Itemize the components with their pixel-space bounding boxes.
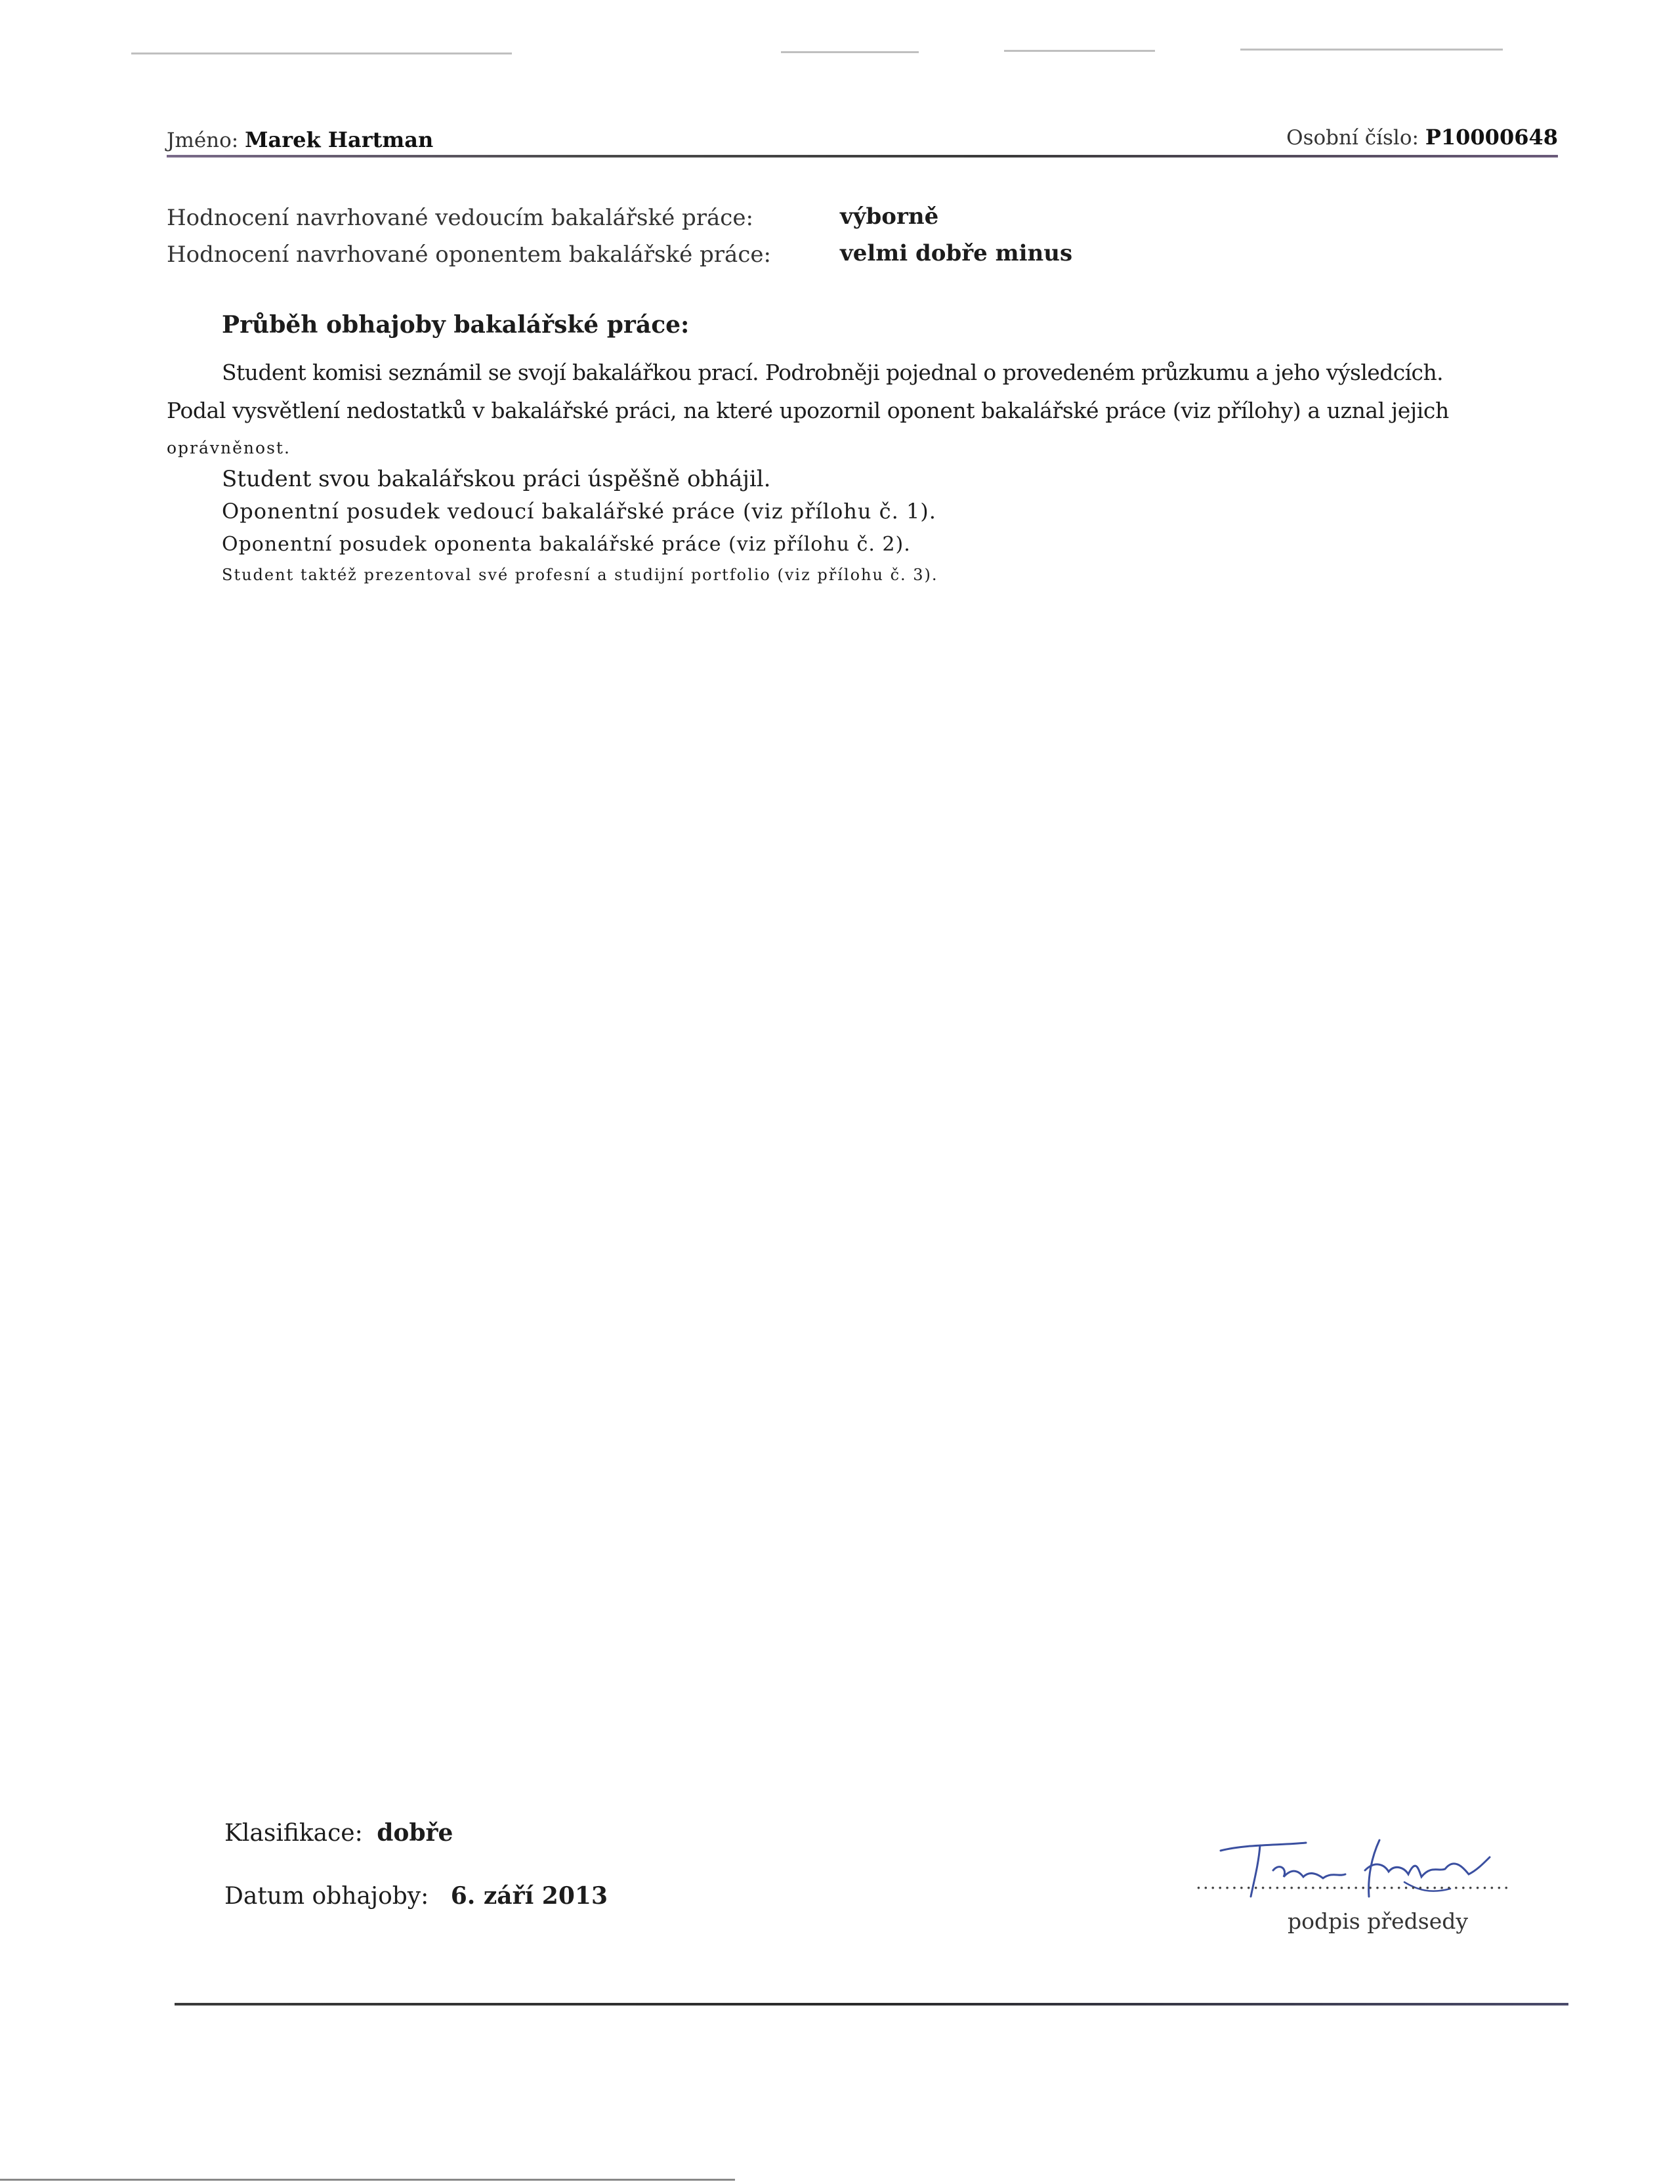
signature-caption: podpis předsedy — [1288, 1908, 1469, 1934]
scan-artifact-line — [781, 51, 919, 53]
classification-label: Klasifikace: — [224, 1820, 363, 1847]
defense-date-label: Datum obhajoby: — [224, 1883, 429, 1910]
defense-text-line: Oponentní posudek oponenta bakalářské práce (viz přílohu č. 2). — [222, 533, 911, 556]
defense-date-value: 6. září 2013 — [450, 1882, 608, 1910]
defense-text-line: oprávněnost. — [167, 438, 291, 457]
defense-text-line: Oponentní posudek vedoucí bakalářské práce (viz přílohu č. 1). — [222, 499, 936, 524]
name-field — [167, 127, 433, 152]
defense-text-line: Student svou bakalářskou práci úspěšně obhájil. — [222, 466, 771, 492]
supervisor-grade-label: Hodnocení navrhované vedoucím bakalářské práce: — [167, 205, 753, 231]
defense-text-line: Podal vysvětlení nedostatků v bakalářské práci, na které upozornil oponent bakalářské práce (viz přílohy) a uznal jejich — [167, 398, 1449, 423]
defense-text-line: Student taktéž prezentoval své profesní a studijní portfolio (viz přílohu č. 3). — [222, 566, 938, 584]
opponent-grade-label: Hodnocení navrhované oponentem bakalářské práce: — [167, 242, 771, 268]
personal-number-label: Osobní číslo: — [1286, 126, 1419, 150]
opponent-grade-value: velmi dobře minus — [840, 240, 1073, 266]
personal-number-value: P10000648 — [1425, 125, 1558, 150]
scan-artifact-line — [1240, 49, 1503, 51]
signature-line: ............................................ — [1196, 1872, 1511, 1893]
name-label: Jméno: — [167, 129, 239, 152]
header-rule — [167, 155, 1558, 158]
chairman-signature — [1208, 1831, 1536, 1910]
defense-text-line: Student komisi seznámil se svojí bakalářkou prací. Podrobněji pojednal o provedeném průzkumu a jeho výsledcích. — [222, 360, 1443, 385]
scan-artifact-line — [1004, 50, 1155, 52]
supervisor-grade-value: výborně — [840, 203, 939, 230]
scan-artifact-line — [131, 52, 512, 54]
student-name: Marek Hartman — [245, 127, 434, 152]
defense-heading: Průběh obhajoby bakalářské práce: — [222, 311, 690, 339]
classification-field — [224, 1819, 453, 1847]
classification-value: dobře — [377, 1819, 453, 1847]
defense-date-field — [224, 1882, 608, 1910]
scan-artifact-line — [0, 2179, 735, 2181]
personal-number-field — [1286, 125, 1558, 150]
footer-rule — [175, 2003, 1568, 2006]
